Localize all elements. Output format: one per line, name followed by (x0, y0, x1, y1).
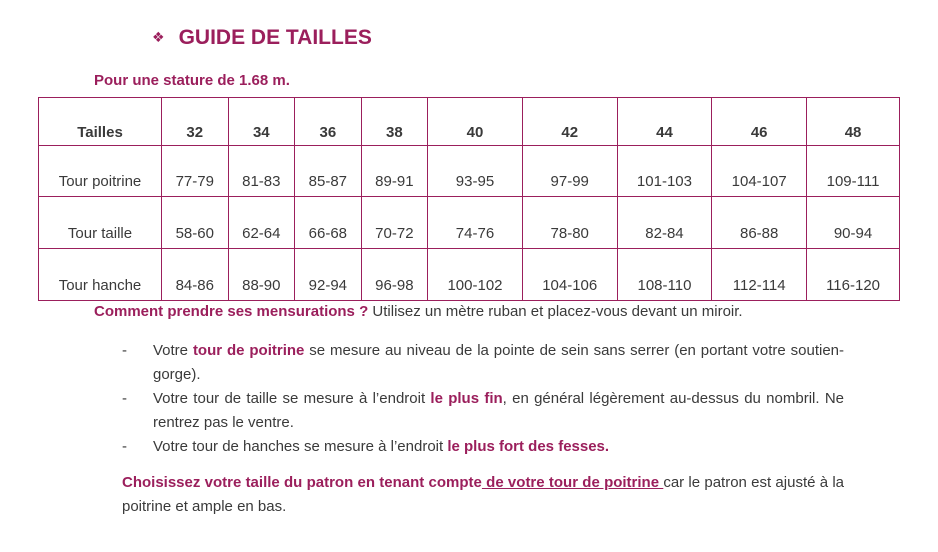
table-cell: 70-72 (361, 197, 428, 249)
choice-bold-text: Choisissez votre taille du patron en tenant compte (122, 474, 482, 491)
list-item (122, 387, 844, 435)
table-cell: 88-90 (228, 249, 295, 301)
table-cell: 93-95 (428, 145, 523, 197)
table-cell: 66-68 (295, 197, 362, 249)
tip-text: se mesure au niveau de la pointe de sein sans serrer (en portant votre soutien-gorge). (153, 342, 845, 383)
measurement-intro (94, 303, 914, 320)
tip-emphasis: le plus fort des fesses. (447, 438, 610, 455)
table-cell: 108-110 (617, 249, 712, 301)
size-header-cell: 44 (617, 98, 712, 146)
table-cell: 96-98 (361, 249, 428, 301)
table-cell: 62-64 (228, 197, 295, 249)
row-label-cell: Tour taille (39, 197, 162, 249)
table-cell: 74-76 (428, 197, 523, 249)
table-cell: 85-87 (295, 145, 362, 197)
tip-text: , en général légèrement au-dessus du nombril. Ne rentrez pas le ventre. (153, 390, 844, 431)
table-cell: 84-86 (162, 249, 229, 301)
tip-emphasis: le plus fin (430, 390, 503, 407)
table-cell: 89-91 (361, 145, 428, 197)
measurement-tips-list (122, 339, 844, 459)
size-header-cell: 38 (361, 98, 428, 146)
table-row (39, 197, 900, 249)
table-row (39, 249, 900, 301)
table-cell: 104-107 (712, 145, 807, 197)
measurement-question: Comment prendre ses mensurations ? (94, 303, 369, 320)
table-cell: 81-83 (228, 145, 295, 197)
page-title (152, 26, 372, 50)
header-label-cell: Tailles (39, 98, 162, 146)
table-cell: 104-106 (522, 249, 617, 301)
table-cell: 82-84 (617, 197, 712, 249)
size-table-header-row (39, 98, 900, 146)
table-cell: 116-120 (807, 249, 900, 301)
tip-text: Votre tour de taille se mesure à l’endroit (153, 390, 431, 407)
diamond-bullet-icon: ❖ (152, 29, 165, 45)
table-cell: 77-79 (162, 145, 229, 197)
choice-underlined-text: de votre tour de poitrine (481, 474, 664, 491)
measurement-instruction: Utilisez un mètre ruban et placez-vous devant un miroir. (368, 303, 743, 320)
table-cell: 109-111 (807, 145, 900, 197)
row-label-cell: Tour hanche (39, 249, 162, 301)
table-row (39, 145, 900, 197)
page-title-text: GUIDE DE TAILLES (178, 26, 372, 49)
row-label-cell: Tour poitrine (39, 145, 162, 197)
table-cell: 86-88 (712, 197, 807, 249)
table-cell: 100-102 (428, 249, 523, 301)
size-header-cell: 48 (807, 98, 900, 146)
tip-emphasis: tour de poitrine (192, 342, 305, 359)
table-cell: 101-103 (617, 145, 712, 197)
table-cell: 112-114 (712, 249, 807, 301)
size-table (38, 97, 900, 301)
tip-text: Votre (153, 342, 193, 359)
table-cell: 90-94 (807, 197, 900, 249)
dash-bullet: - (122, 390, 127, 407)
size-header-cell: 40 (428, 98, 523, 146)
list-item (122, 435, 844, 459)
size-choice-note (122, 471, 844, 519)
table-cell: 58-60 (162, 197, 229, 249)
list-item (122, 339, 844, 387)
table-cell: 92-94 (295, 249, 362, 301)
size-header-cell: 46 (712, 98, 807, 146)
dash-bullet: - (122, 342, 127, 359)
size-header-cell: 32 (162, 98, 229, 146)
table-cell: 78-80 (522, 197, 617, 249)
size-header-cell: 34 (228, 98, 295, 146)
table-cell: 97-99 (522, 145, 617, 197)
dash-bullet: - (122, 438, 127, 455)
tip-text: Votre tour de hanches se mesure à l’endroit (153, 438, 448, 455)
size-header-cell: 42 (522, 98, 617, 146)
stature-note: Pour une stature de 1.68 m. (94, 72, 290, 89)
choice-rest-text: car le patron est ajusté à la poitrine et ample en bas. (122, 474, 844, 515)
size-header-cell: 36 (295, 98, 362, 146)
